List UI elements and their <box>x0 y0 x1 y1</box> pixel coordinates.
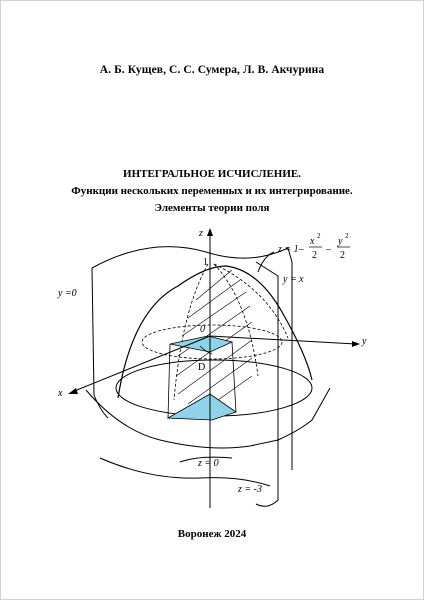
paraboloid-outline <box>118 266 312 398</box>
plane-y0-left-edge <box>92 268 108 418</box>
title-subtitle-2: Элементы теории поля <box>154 202 270 214</box>
projector-2 <box>232 342 236 412</box>
equation-den-2: 2 <box>340 250 345 261</box>
equation-prefix: z = 1– <box>278 244 304 255</box>
point-one-label: 1 <box>203 257 208 268</box>
plane-y0-outline <box>92 247 292 268</box>
title-main: ИНТЕГРАЛЬНОЕ ИСЧИСЛЕНИЕ. <box>123 168 301 180</box>
x-axis-arrow <box>68 388 78 394</box>
authors: А. Б. Кущев, С. С. Сумера, Л. В. Акчурина <box>99 64 325 76</box>
origin-label: 0 <box>200 324 205 335</box>
axis-y-label: y <box>362 336 367 347</box>
equation-den-1: 2 <box>312 250 317 261</box>
plane-y0-label: y =0 <box>58 288 77 299</box>
surface-equation <box>277 232 350 261</box>
equation-exp-x: 2 <box>317 232 321 240</box>
region-label: D <box>198 362 206 373</box>
city-year: Воронеж 2024 <box>177 528 247 540</box>
y-axis-arrow <box>352 341 360 347</box>
equation-pointer <box>258 252 274 272</box>
plane-yx-label: y = x <box>283 274 304 285</box>
plane-zm3-label: z = -3 <box>238 484 262 495</box>
equation-minus: – <box>326 244 331 255</box>
equation-exp-y: 2 <box>345 232 349 240</box>
plane-z0-label: z = 0 <box>198 458 219 469</box>
title-subtitle: Функции нескольких переменных и их интегрирование. <box>71 185 353 197</box>
plane-z-m3-outline <box>100 458 270 486</box>
equation-num-y: y <box>338 236 343 247</box>
x-axis <box>72 336 210 392</box>
equation-num-x: x <box>310 236 315 247</box>
plane-yx-outline <box>256 262 278 506</box>
axis-x-label: x <box>58 388 63 399</box>
region-d-top <box>170 336 232 352</box>
z-axis-arrow <box>207 228 213 236</box>
axis-z-label: z <box>199 228 203 239</box>
